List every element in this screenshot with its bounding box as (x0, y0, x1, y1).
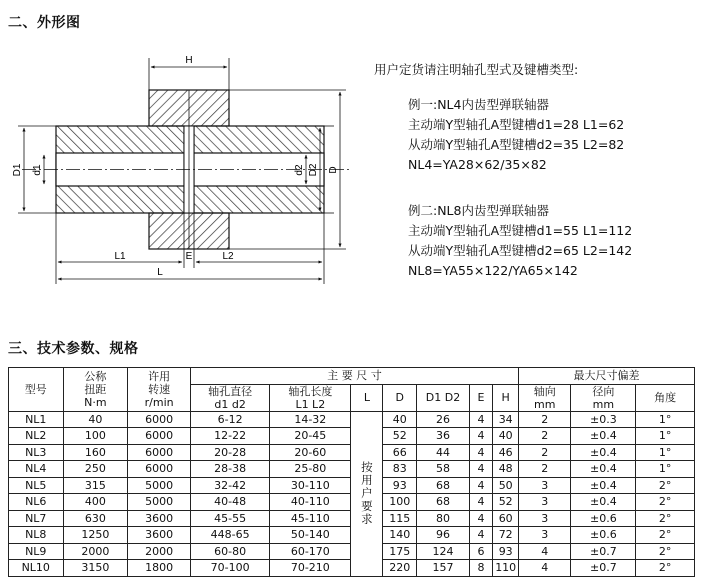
cell-D1D2: 124 (417, 543, 469, 560)
order-example-2 (408, 201, 632, 281)
cell-D: 40 (383, 411, 417, 428)
cell-H: 110 (493, 560, 519, 577)
cell-torque: 2000 (63, 543, 128, 560)
cell-D: 220 (383, 560, 417, 577)
cell-bore-len: 14-32 (270, 411, 351, 428)
cell-radial: ±0.3 (571, 411, 636, 428)
cell-bore-len: 20-45 (270, 428, 351, 445)
cell-D1D2: 80 (417, 510, 469, 527)
cell-E: 4 (469, 494, 493, 511)
cell-speed: 6000 (128, 461, 191, 478)
cell-angle: 1° (636, 461, 695, 478)
cell-speed: 3600 (128, 510, 191, 527)
cell-speed: 1800 (128, 560, 191, 577)
dim-E: E (185, 251, 193, 262)
cell-axial: 4 (519, 543, 571, 560)
header-max-dev: 最大尺寸偏差 (519, 368, 695, 385)
example-line: 主动端Y型轴孔A型键槽d1=55 L1=112 (408, 223, 633, 238)
example-line: 例一:NL4内齿型弹联轴器 (408, 97, 549, 112)
cell-bore-len: 25-80 (270, 461, 351, 478)
cell-radial: ±0.6 (571, 527, 636, 544)
cell-E: 6 (469, 543, 493, 560)
header-axial: 轴向 mm (519, 384, 571, 411)
cell-axial: 3 (519, 494, 571, 511)
header-D: D (383, 384, 417, 411)
cell-bore-len: 50-140 (270, 527, 351, 544)
cell-model: NL9 (9, 543, 64, 560)
cell-radial: ±0.4 (571, 428, 636, 445)
cell-bore-dia: 20-28 (191, 444, 270, 461)
cell-angle: 1° (636, 444, 695, 461)
cell-E: 8 (469, 560, 493, 577)
cell-D: 175 (383, 543, 417, 560)
dim-D1: D1 (12, 163, 23, 177)
cell-L-note: 按 用 户 要 求 (351, 411, 383, 576)
cell-bore-len: 45-110 (270, 510, 351, 527)
cell-H: 72 (493, 527, 519, 544)
cell-speed: 6000 (128, 411, 191, 428)
cell-bore-len: 20-60 (270, 444, 351, 461)
cell-model: NL2 (9, 428, 64, 445)
cell-D1D2: 68 (417, 477, 469, 494)
cell-radial: ±0.4 (571, 477, 636, 494)
cell-D: 100 (383, 494, 417, 511)
cell-bore-dia: 6-12 (191, 411, 270, 428)
cell-H: 40 (493, 428, 519, 445)
cell-bore-dia: 40-48 (191, 494, 270, 511)
cell-torque: 40 (63, 411, 128, 428)
cell-D1D2: 26 (417, 411, 469, 428)
cell-E: 4 (469, 411, 493, 428)
cell-angle: 2° (636, 477, 695, 494)
cell-bore-dia: 70-100 (191, 560, 270, 577)
cell-axial: 4 (519, 560, 571, 577)
dim-L2: L2 (222, 251, 234, 262)
cell-E: 4 (469, 510, 493, 527)
header-L: L (351, 384, 383, 411)
cell-model: NL7 (9, 510, 64, 527)
cell-bore-dia: 45-55 (191, 510, 270, 527)
cell-bore-len: 70-210 (270, 560, 351, 577)
cell-torque: 160 (63, 444, 128, 461)
cell-angle: 1° (636, 428, 695, 445)
cell-bore-dia: 448-65 (191, 527, 270, 544)
header-speed: 许用 转速 r/min (128, 368, 191, 412)
dim-L1: L1 (114, 251, 126, 262)
cell-D: 66 (383, 444, 417, 461)
cell-H: 48 (493, 461, 519, 478)
example-line: 从动端Y型轴孔A型键槽d2=35 L2=82 (408, 137, 625, 152)
cell-torque: 3150 (63, 560, 128, 577)
cell-bore-len: 40-110 (270, 494, 351, 511)
header-H: H (493, 384, 519, 411)
cell-axial: 2 (519, 428, 571, 445)
cell-angle: 2° (636, 510, 695, 527)
header-model: 型号 (9, 368, 64, 412)
cell-axial: 3 (519, 527, 571, 544)
cell-E: 4 (469, 461, 493, 478)
example-line: 从动端Y型轴孔A型键槽d2=65 L2=142 (408, 243, 633, 258)
header-bore-len: 轴孔长度 L1 L2 (270, 384, 351, 411)
cell-angle: 1° (636, 411, 695, 428)
section-title-appearance: 二、外形图 (8, 15, 81, 31)
order-example-1 (408, 95, 624, 175)
cell-radial: ±0.7 (571, 543, 636, 560)
cell-radial: ±0.4 (571, 494, 636, 511)
dim-D2: D2 (308, 163, 319, 177)
cell-D1D2: 68 (417, 494, 469, 511)
cell-torque: 1250 (63, 527, 128, 544)
cell-model: NL5 (9, 477, 64, 494)
cell-D1D2: 44 (417, 444, 469, 461)
cell-D1D2: 96 (417, 527, 469, 544)
cell-bore-dia: 32-42 (191, 477, 270, 494)
cell-bore-dia: 12-22 (191, 428, 270, 445)
cell-H: 50 (493, 477, 519, 494)
cell-radial: ±0.4 (571, 444, 636, 461)
cell-torque: 100 (63, 428, 128, 445)
cell-radial: ±0.4 (571, 461, 636, 478)
cell-model: NL4 (9, 461, 64, 478)
cell-bore-len: 60-170 (270, 543, 351, 560)
cell-angle: 2° (636, 494, 695, 511)
cell-torque: 400 (63, 494, 128, 511)
example-line: 主动端Y型轴孔A型键槽d1=28 L1=62 (408, 117, 625, 132)
table-row (9, 411, 695, 428)
spec-table (8, 367, 695, 577)
cell-D1D2: 36 (417, 428, 469, 445)
header-main-dims: 主 要 尺 寸 (191, 368, 519, 385)
cell-H: 46 (493, 444, 519, 461)
cell-D: 115 (383, 510, 417, 527)
header-D1D2: D1 D2 (417, 384, 469, 411)
cell-H: 93 (493, 543, 519, 560)
cell-bore-len: 30-110 (270, 477, 351, 494)
dim-H: H (185, 55, 193, 66)
order-note-intro (374, 60, 578, 80)
cell-axial: 3 (519, 510, 571, 527)
cell-angle: 2° (636, 543, 695, 560)
dim-d1: d1 (32, 164, 43, 176)
cell-D: 140 (383, 527, 417, 544)
example-line: 例二:NL8内齿型弹联轴器 (408, 203, 549, 218)
cell-speed: 2000 (128, 543, 191, 560)
cell-E: 4 (469, 428, 493, 445)
cell-D: 52 (383, 428, 417, 445)
cell-bore-dia: 60-80 (191, 543, 270, 560)
cell-angle: 2° (636, 560, 695, 577)
cell-H: 52 (493, 494, 519, 511)
order-note-text: 用户定货请注明轴孔型式及键槽类型: (374, 62, 579, 77)
cell-E: 4 (469, 527, 493, 544)
cell-speed: 3600 (128, 527, 191, 544)
cell-axial: 2 (519, 411, 571, 428)
cell-model: NL1 (9, 411, 64, 428)
cell-D1D2: 157 (417, 560, 469, 577)
cell-model: NL8 (9, 527, 64, 544)
cell-H: 34 (493, 411, 519, 428)
cell-axial: 2 (519, 444, 571, 461)
cell-radial: ±0.6 (571, 510, 636, 527)
cell-radial: ±0.7 (571, 560, 636, 577)
dim-D: D (328, 166, 339, 174)
cell-D1D2: 58 (417, 461, 469, 478)
header-bore-dia: 轴孔直径 d1 d2 (191, 384, 270, 411)
cell-angle: 2° (636, 527, 695, 544)
header-torque: 公称 扭距 N·m (63, 368, 128, 412)
cell-torque: 630 (63, 510, 128, 527)
cell-torque: 315 (63, 477, 128, 494)
cell-bore-dia: 28-38 (191, 461, 270, 478)
cell-H: 60 (493, 510, 519, 527)
cell-speed: 6000 (128, 428, 191, 445)
dim-L: L (157, 267, 163, 278)
cell-model: NL10 (9, 560, 64, 577)
header-radial: 径向 mm (571, 384, 636, 411)
example-line: NL4=YA28×62/35×82 (408, 157, 547, 172)
cell-E: 4 (469, 477, 493, 494)
cell-axial: 3 (519, 477, 571, 494)
cell-speed: 6000 (128, 444, 191, 461)
header-angle: 角度 (636, 384, 695, 411)
header-E: E (469, 384, 493, 411)
cell-D: 83 (383, 461, 417, 478)
cell-D: 93 (383, 477, 417, 494)
cell-speed: 5000 (128, 477, 191, 494)
cell-E: 4 (469, 444, 493, 461)
cell-axial: 2 (519, 461, 571, 478)
section-title-spec: 三、技术参数、规格 (8, 341, 139, 357)
cell-speed: 5000 (128, 494, 191, 511)
cell-model: NL3 (9, 444, 64, 461)
example-line: NL8=YA55×122/YA65×142 (408, 263, 578, 278)
cell-model: NL6 (9, 494, 64, 511)
dim-d2: d2 (294, 164, 305, 176)
cell-torque: 250 (63, 461, 128, 478)
coupling-drawing (0, 38, 360, 288)
